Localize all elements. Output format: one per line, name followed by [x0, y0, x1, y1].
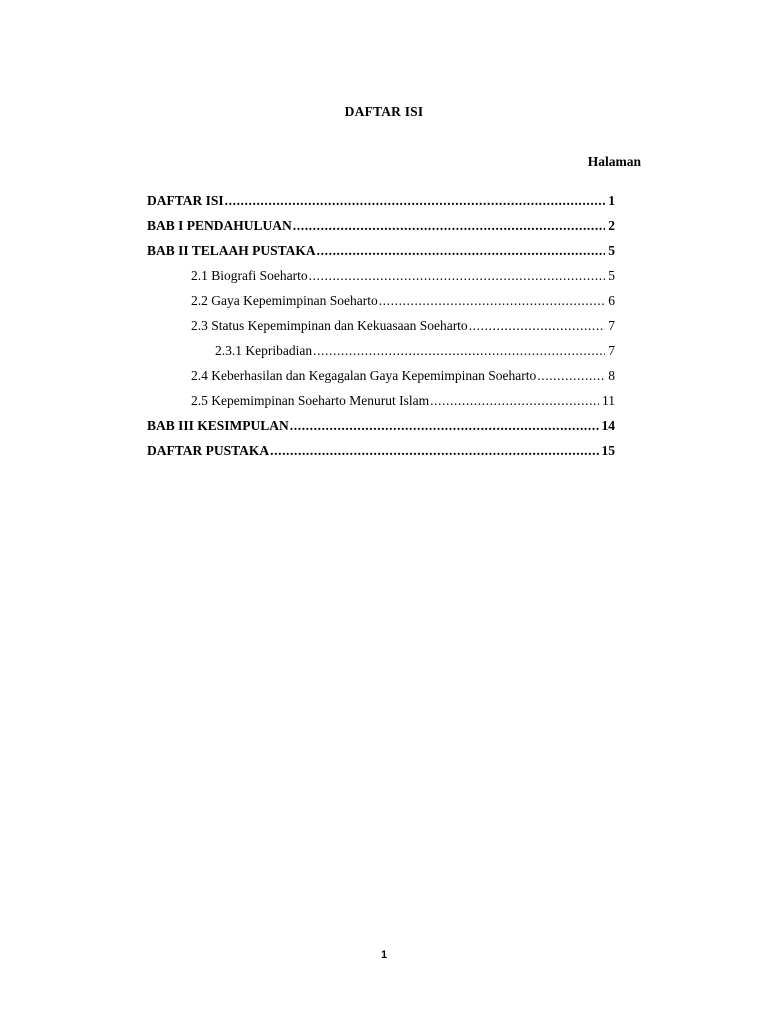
toc-entry-2-1 — [147, 268, 615, 293]
table-of-contents — [147, 193, 615, 468]
toc-leader-dots — [313, 343, 605, 359]
toc-entry-bab-1 — [147, 218, 615, 243]
toc-entry-2-3 — [147, 318, 615, 343]
toc-entry-page: 8 — [608, 368, 615, 383]
toc-entry-page: 2 — [608, 218, 615, 233]
toc-entry-label: 2.3.1 Kepribadian — [215, 343, 313, 358]
toc-entry-page: 5 — [608, 243, 615, 258]
toc-entry-label: 2.1 Biografi Soeharto — [191, 268, 308, 283]
toc-entry-label: 2.4 Keberhasilan dan Kegagalan Gaya Kepemimpinan Soeharto — [191, 368, 537, 383]
toc-entry-label: 2.5 Kepemimpinan Soeharto Menurut Islam — [191, 393, 430, 408]
toc-entry-label: BAB II TELAAH PUSTAKA — [147, 243, 316, 258]
toc-entry-page: 7 — [608, 343, 615, 358]
toc-entry-bab-3 — [147, 418, 615, 443]
toc-entry-2-5 — [147, 393, 615, 418]
toc-leader-dots — [537, 368, 605, 384]
toc-entry-label: BAB I PENDAHULUAN — [147, 218, 292, 233]
toc-entry-page: 7 — [608, 318, 615, 333]
toc-leader-dots — [379, 293, 606, 309]
toc-leader-dots — [469, 318, 606, 334]
toc-entry-label: DAFTAR ISI — [147, 193, 224, 208]
page-title: DAFTAR ISI — [344, 104, 424, 119]
toc-entry-2-4 — [147, 368, 615, 393]
toc-entry-bab-2 — [147, 243, 615, 268]
toc-leader-dots — [293, 218, 605, 234]
toc-entry-2-3-1 — [147, 343, 615, 368]
toc-entry-daftar-pustaka — [147, 443, 615, 468]
toc-entry-page: 5 — [608, 268, 615, 283]
toc-leader-dots — [290, 418, 599, 434]
toc-entry-page: 11 — [602, 393, 615, 408]
toc-leader-dots — [430, 393, 599, 409]
toc-leader-dots — [317, 243, 606, 259]
toc-entry-label: 2.3 Status Kepemimpinan dan Kekuasaan Soeharto — [191, 318, 468, 333]
page-column-header: Halaman — [587, 154, 641, 169]
toc-leader-dots — [225, 193, 606, 209]
toc-entry-daftar-isi — [147, 193, 615, 218]
toc-entry-page: 6 — [608, 293, 615, 308]
page-number: 1 — [380, 949, 388, 961]
toc-entry-page: 1 — [608, 193, 615, 208]
toc-entry-page: 15 — [601, 443, 615, 458]
toc-entry-label: BAB III KESIMPULAN — [147, 418, 289, 433]
toc-leader-dots — [270, 443, 598, 459]
toc-entry-label: 2.2 Gaya Kepemimpinan Soeharto — [191, 293, 378, 308]
toc-entry-label: DAFTAR PUSTAKA — [147, 443, 270, 458]
toc-leader-dots — [309, 268, 606, 284]
toc-entry-2-2 — [147, 293, 615, 318]
toc-entry-page: 14 — [601, 418, 615, 433]
